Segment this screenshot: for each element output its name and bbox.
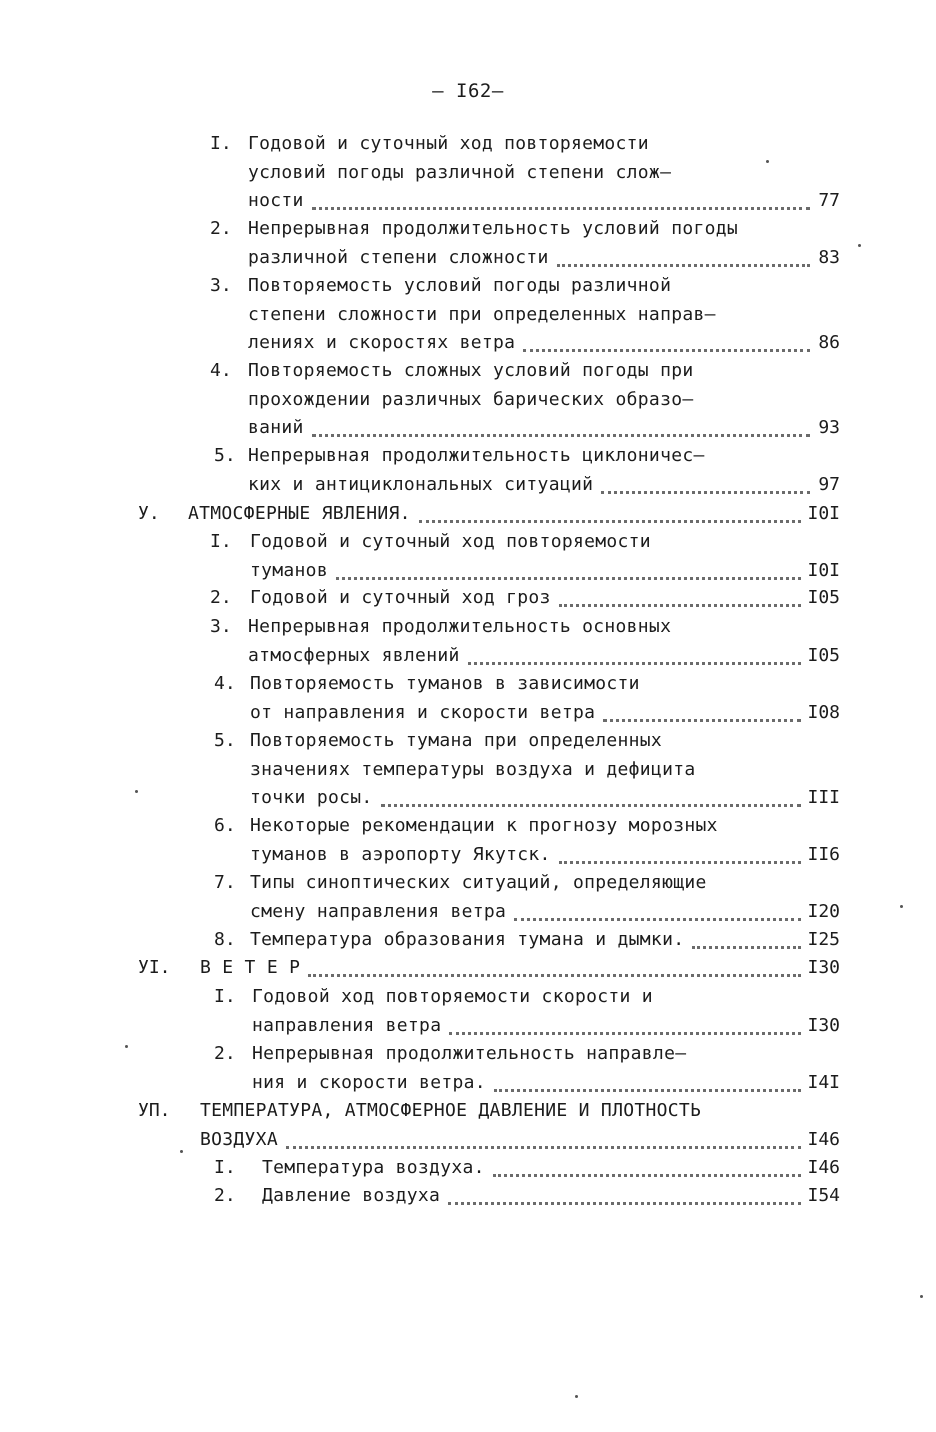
entry-page-number: I54 bbox=[807, 1185, 840, 1206]
entry-page-number: I20 bbox=[807, 900, 840, 922]
entry-number: 4. bbox=[210, 360, 232, 381]
entry-title-line: точки росы. bbox=[250, 787, 373, 808]
scan-speck bbox=[180, 1150, 183, 1153]
entry-page-number: 83 bbox=[818, 246, 840, 268]
entry-page-number: I25 bbox=[807, 929, 840, 950]
entry-title-line: Годовой и суточный ход гроз bbox=[250, 587, 551, 608]
entry-number: I. bbox=[214, 986, 236, 1007]
entry-number: 2. bbox=[214, 1043, 236, 1064]
entry-title-line: Повторяемость туманов в зависимости bbox=[250, 673, 640, 694]
entry-title-line: различной степени сложности bbox=[248, 246, 549, 268]
dot-leader bbox=[494, 1063, 801, 1092]
entry-number: 2. bbox=[210, 587, 232, 608]
entry-title-line: условий погоды различной степени слож– bbox=[248, 161, 672, 183]
entry-page-number: I30 bbox=[807, 957, 840, 978]
entry-title-line: Некоторые рекомендации к прогнозу морозных bbox=[250, 815, 718, 836]
entry-title-line: Типы синоптических ситуаций, определяющие bbox=[250, 872, 707, 893]
entry-number: 5. bbox=[214, 730, 236, 751]
dot-leader bbox=[514, 892, 801, 921]
entry-page-number: 86 bbox=[818, 332, 840, 353]
entry-title-line: значениях температуры воздуха и дефицита bbox=[250, 758, 696, 780]
entry-title-line: Температура воздуха. bbox=[262, 1157, 485, 1178]
dot-leader bbox=[603, 693, 801, 722]
entry-page-number: I05 bbox=[807, 644, 840, 666]
entry-title-line: Давление воздуха bbox=[262, 1185, 441, 1206]
entry-title-line: В Е Т Е Р bbox=[200, 957, 301, 978]
scan-speck bbox=[575, 1395, 578, 1398]
entry-title-line: от направления и скорости ветра bbox=[250, 701, 596, 723]
dot-leader bbox=[448, 1176, 801, 1205]
entry-title-line: ких и антициклональных ситуаций bbox=[248, 473, 594, 495]
entry-page-number: 77 bbox=[818, 190, 840, 211]
entry-number: I. bbox=[210, 531, 232, 552]
entry-title-line: прохождении различных барических образо– bbox=[248, 388, 694, 410]
entry-title-line: Непрерывная продолжительность циклоничес– bbox=[248, 445, 705, 466]
dot-leader bbox=[557, 238, 810, 267]
dot-leader bbox=[381, 778, 801, 807]
entry-title-line: АТМОСФЕРНЫЕ ЯВЛЕНИЯ. bbox=[188, 503, 411, 524]
scan-speck bbox=[900, 905, 903, 908]
entry-number: У. bbox=[138, 503, 160, 524]
entry-page-number: I05 bbox=[807, 587, 840, 608]
entry-page-number: 97 bbox=[818, 473, 840, 495]
page-number: – I62– bbox=[432, 80, 504, 102]
entry-number: 4. bbox=[214, 673, 236, 694]
entry-page-number: III bbox=[807, 787, 840, 808]
scan-speck bbox=[920, 1295, 923, 1298]
entry-title-line: степени сложности при определенных направ– bbox=[248, 303, 716, 325]
dot-leader bbox=[449, 1006, 801, 1035]
dot-leader bbox=[559, 835, 801, 864]
entry-title-line: Непрерывная продолжительность направле– bbox=[252, 1043, 687, 1064]
entry-number: УI. bbox=[138, 957, 171, 978]
entry-number: 2. bbox=[210, 218, 232, 239]
entry-number: 3. bbox=[210, 275, 232, 296]
entry-number: I. bbox=[214, 1157, 236, 1178]
entry-title-line: туманов bbox=[250, 559, 328, 581]
entry-number: 5. bbox=[214, 445, 236, 466]
entry-title-line: Непрерывная продолжительность условий погоды bbox=[248, 218, 739, 239]
entry-page-number: I4I bbox=[807, 1071, 840, 1093]
entry-title-line: Годовой и суточный ход повторяемости bbox=[250, 531, 651, 552]
entry-title-line: Температура образования тумана и дымки. bbox=[250, 929, 685, 950]
entry-title-line: ВОЗДУХА bbox=[200, 1128, 278, 1150]
entry-title-line: смену направления ветра bbox=[250, 900, 507, 922]
entry-page-number: I46 bbox=[807, 1128, 840, 1150]
entry-title-line: Повторяемость условий погоды различной bbox=[248, 275, 672, 296]
entry-title-line: Повторяемость тумана при определенных bbox=[250, 730, 663, 751]
entry-title-line: ваний bbox=[248, 417, 304, 438]
dot-leader bbox=[493, 1148, 801, 1177]
dot-leader bbox=[559, 578, 801, 607]
dot-leader bbox=[336, 551, 801, 580]
entry-title-line: Повторяемость сложных условий погоды при bbox=[248, 360, 694, 381]
dot-leader bbox=[308, 948, 801, 977]
entry-title-line: Годовой и суточный ход повторяемости bbox=[248, 133, 649, 154]
entry-title-line: ТЕМПЕРАТУРА, АТМОСФЕРНОЕ ДАВЛЕНИЕ И ПЛОТНОСТЬ bbox=[200, 1100, 702, 1121]
scan-speck bbox=[766, 160, 769, 163]
entry-number: 6. bbox=[214, 815, 236, 836]
entry-title-line: туманов в аэропорту Якутск. bbox=[250, 843, 551, 865]
entry-number: 8. bbox=[214, 929, 236, 950]
dot-leader bbox=[419, 494, 801, 523]
entry-number: I. bbox=[210, 133, 232, 154]
scan-speck bbox=[858, 244, 861, 247]
entry-page-number: I46 bbox=[807, 1157, 840, 1178]
entry-title-line: лениях и скоростях ветра bbox=[248, 332, 516, 353]
entry-title-line: Непрерывная продолжительность основных bbox=[248, 616, 672, 637]
entry-title-line: атмосферных явлений bbox=[248, 644, 460, 666]
dot-leader bbox=[692, 920, 801, 949]
dot-leader bbox=[312, 408, 810, 437]
dot-leader bbox=[468, 636, 801, 665]
entry-number: 7. bbox=[214, 872, 236, 893]
entry-page-number: I0I bbox=[807, 559, 840, 581]
entry-page-number: 93 bbox=[818, 417, 840, 438]
entry-page-number: I30 bbox=[807, 1014, 840, 1036]
entry-number: УП. bbox=[138, 1100, 171, 1121]
entry-number: 2. bbox=[214, 1185, 236, 1206]
entry-page-number: I0I bbox=[807, 503, 840, 524]
entry-title-line: ния и скорости ветра. bbox=[252, 1071, 486, 1093]
scan-speck bbox=[125, 1045, 128, 1048]
entry-title-line: Годовой ход повторяемости скорости и bbox=[252, 986, 653, 1007]
entry-page-number: I08 bbox=[807, 701, 840, 723]
entry-title-line: направления ветра bbox=[252, 1014, 442, 1036]
entry-title-line: ности bbox=[248, 190, 304, 211]
entry-page-number: II6 bbox=[807, 843, 840, 865]
dot-leader bbox=[286, 1120, 801, 1149]
scan-speck bbox=[135, 790, 138, 793]
dot-leader bbox=[523, 323, 810, 352]
entry-number: 3. bbox=[210, 616, 232, 637]
dot-leader bbox=[312, 181, 810, 210]
dot-leader bbox=[601, 465, 810, 494]
